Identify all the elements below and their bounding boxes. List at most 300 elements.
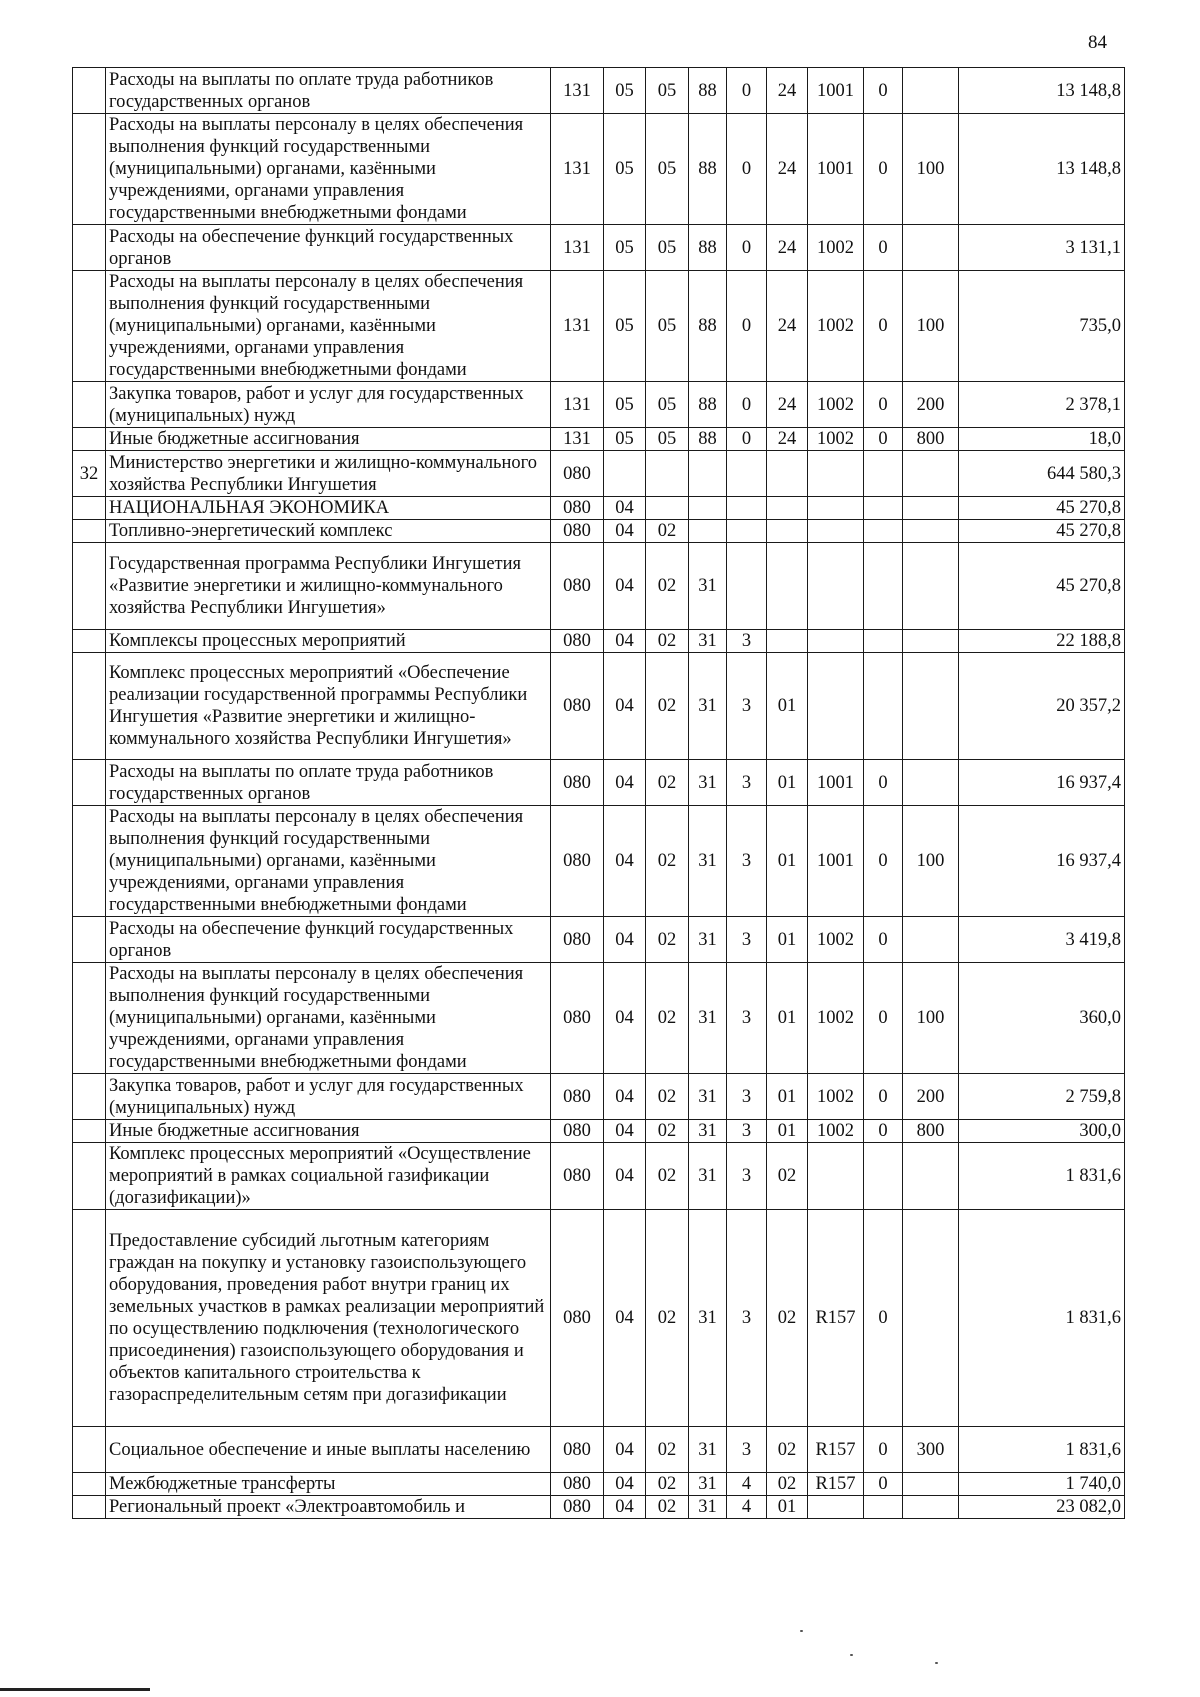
table-row xyxy=(73,1143,1125,1210)
classification-code xyxy=(903,451,959,497)
classification-code xyxy=(903,225,959,271)
classification-code: 24 xyxy=(767,225,808,271)
classification-code: 02 xyxy=(646,963,689,1074)
classification-code: 080 xyxy=(551,1427,604,1473)
amount: 735,0 xyxy=(959,271,1125,382)
classification-code: 01 xyxy=(767,1496,808,1519)
classification-code: 080 xyxy=(551,806,604,917)
classification-code xyxy=(767,451,808,497)
classification-code xyxy=(689,520,727,543)
classification-code: 01 xyxy=(767,806,808,917)
table-row xyxy=(73,271,1125,382)
classification-code: 3 xyxy=(727,806,767,917)
classification-code: 131 xyxy=(551,271,604,382)
classification-code: 05 xyxy=(604,271,646,382)
classification-code: 0 xyxy=(864,225,903,271)
classification-code: 02 xyxy=(646,1427,689,1473)
classification-code: 3 xyxy=(727,1074,767,1120)
classification-code: 01 xyxy=(767,1120,808,1143)
table-row xyxy=(73,497,1125,520)
classification-code: 3 xyxy=(727,1210,767,1427)
classification-code xyxy=(903,1473,959,1496)
amount: 16 937,4 xyxy=(959,760,1125,806)
classification-code: 04 xyxy=(604,1143,646,1210)
expense-name: Межбюджетные трансферты xyxy=(106,1473,551,1496)
classification-code: 3 xyxy=(727,1120,767,1143)
classification-code: 080 xyxy=(551,1496,604,1519)
classification-code: 24 xyxy=(767,271,808,382)
classification-code xyxy=(767,520,808,543)
expense-name: Закупка товаров, работ и услуг для государственных (муниципальных) нужд xyxy=(106,1074,551,1120)
classification-code: 04 xyxy=(604,760,646,806)
row-number xyxy=(73,1143,106,1210)
expense-name: Расходы на выплаты по оплате труда работников государственных органов xyxy=(106,760,551,806)
amount: 45 270,8 xyxy=(959,497,1125,520)
classification-code xyxy=(767,543,808,630)
classification-code: 88 xyxy=(689,225,727,271)
classification-code: 0 xyxy=(864,760,903,806)
table-row xyxy=(73,630,1125,653)
classification-code: 080 xyxy=(551,630,604,653)
classification-code: 0 xyxy=(727,271,767,382)
classification-code: 0 xyxy=(864,963,903,1074)
amount: 3 419,8 xyxy=(959,917,1125,963)
amount: 22 188,8 xyxy=(959,630,1125,653)
classification-code: 04 xyxy=(604,653,646,760)
classification-code: 31 xyxy=(689,1473,727,1496)
table-row xyxy=(73,451,1125,497)
classification-code: 02 xyxy=(646,543,689,630)
classification-code xyxy=(903,917,959,963)
table-row xyxy=(73,653,1125,760)
classification-code xyxy=(864,543,903,630)
classification-code: 02 xyxy=(646,806,689,917)
classification-code: 24 xyxy=(767,114,808,225)
classification-code: 0 xyxy=(864,917,903,963)
classification-code xyxy=(808,543,864,630)
classification-code xyxy=(903,1496,959,1519)
classification-code: 02 xyxy=(646,1473,689,1496)
row-number xyxy=(73,806,106,917)
classification-code: 88 xyxy=(689,382,727,428)
table-row xyxy=(73,520,1125,543)
expense-name: Комплексы процессных мероприятий xyxy=(106,630,551,653)
classification-code: 04 xyxy=(604,1473,646,1496)
classification-code: 02 xyxy=(646,1210,689,1427)
classification-code: 04 xyxy=(604,1496,646,1519)
classification-code: 02 xyxy=(767,1210,808,1427)
classification-code: 080 xyxy=(551,760,604,806)
classification-code: 02 xyxy=(767,1427,808,1473)
classification-code: 0 xyxy=(864,1210,903,1427)
classification-code: 05 xyxy=(646,271,689,382)
classification-code: 31 xyxy=(689,1210,727,1427)
classification-code: 24 xyxy=(767,428,808,451)
classification-code: 200 xyxy=(903,1074,959,1120)
expense-name: Социальное обеспечение и иные выплаты населению xyxy=(106,1427,551,1473)
classification-code: 3 xyxy=(727,653,767,760)
row-number xyxy=(73,382,106,428)
classification-code: 04 xyxy=(604,630,646,653)
classification-code: 100 xyxy=(903,114,959,225)
classification-code xyxy=(808,1143,864,1210)
classification-code: 080 xyxy=(551,1074,604,1120)
classification-code xyxy=(727,497,767,520)
classification-code: 800 xyxy=(903,428,959,451)
row-number xyxy=(73,1120,106,1143)
expense-name: Расходы на выплаты персоналу в целях обеспечения выполнения функций государственными (муниципальными) органами, казёнными учреждениями, органами управления государственными внебюджетными фондами xyxy=(106,806,551,917)
classification-code xyxy=(808,1496,864,1519)
classification-code: 4 xyxy=(727,1496,767,1519)
amount: 300,0 xyxy=(959,1120,1125,1143)
classification-code: 131 xyxy=(551,382,604,428)
classification-code: 04 xyxy=(604,497,646,520)
classification-code xyxy=(903,543,959,630)
classification-code: 02 xyxy=(646,630,689,653)
amount: 23 082,0 xyxy=(959,1496,1125,1519)
classification-code xyxy=(727,543,767,630)
row-number xyxy=(73,1427,106,1473)
classification-code: 04 xyxy=(604,1120,646,1143)
classification-code xyxy=(689,497,727,520)
row-number: 32 xyxy=(73,451,106,497)
classification-code xyxy=(864,1496,903,1519)
classification-code: 31 xyxy=(689,630,727,653)
table-row xyxy=(73,68,1125,114)
amount: 1 831,6 xyxy=(959,1427,1125,1473)
classification-code: 31 xyxy=(689,1074,727,1120)
amount: 45 270,8 xyxy=(959,543,1125,630)
classification-code: 080 xyxy=(551,520,604,543)
expense-name: Иные бюджетные ассигнования xyxy=(106,1120,551,1143)
expense-name: Государственная программа Республики Ингушетия «Развитие энергетики и жилищно-коммунального хозяйства Республики Ингушетия» xyxy=(106,543,551,630)
classification-code: 3 xyxy=(727,1143,767,1210)
classification-code: 100 xyxy=(903,963,959,1074)
classification-code: 100 xyxy=(903,271,959,382)
classification-code xyxy=(808,520,864,543)
row-number xyxy=(73,760,106,806)
table-row xyxy=(73,806,1125,917)
expense-name: Расходы на выплаты персоналу в целях обеспечения выполнения функций государственными (муниципальными) органами, казёнными учреждениями, органами управления государственными внебюджетными фондами xyxy=(106,271,551,382)
row-number xyxy=(73,520,106,543)
classification-code: 080 xyxy=(551,1473,604,1496)
classification-code: 88 xyxy=(689,428,727,451)
classification-code: R157 xyxy=(808,1473,864,1496)
classification-code: 05 xyxy=(646,382,689,428)
classification-code: 02 xyxy=(767,1143,808,1210)
row-number xyxy=(73,428,106,451)
row-number xyxy=(73,1496,106,1519)
classification-code xyxy=(727,520,767,543)
classification-code: 3 xyxy=(727,917,767,963)
row-number xyxy=(73,497,106,520)
table-row xyxy=(73,1210,1125,1427)
table-row xyxy=(73,1473,1125,1496)
classification-code: 1002 xyxy=(808,428,864,451)
scan-speck xyxy=(850,1654,853,1656)
table-row xyxy=(73,428,1125,451)
classification-code: 1001 xyxy=(808,806,864,917)
page-edge-mark xyxy=(0,1688,150,1691)
expense-name: Закупка товаров, работ и услуг для государственных (муниципальных) нужд xyxy=(106,382,551,428)
classification-code: 1001 xyxy=(808,68,864,114)
classification-code: 0 xyxy=(727,382,767,428)
classification-code: 0 xyxy=(727,114,767,225)
amount: 16 937,4 xyxy=(959,806,1125,917)
row-number xyxy=(73,1210,106,1427)
classification-code: 131 xyxy=(551,428,604,451)
classification-code: 080 xyxy=(551,451,604,497)
classification-code: 1002 xyxy=(808,963,864,1074)
table-row xyxy=(73,1074,1125,1120)
row-number xyxy=(73,630,106,653)
classification-code: 0 xyxy=(864,382,903,428)
classification-code xyxy=(689,451,727,497)
classification-code: 04 xyxy=(604,917,646,963)
classification-code: 31 xyxy=(689,1496,727,1519)
classification-code: 080 xyxy=(551,1143,604,1210)
classification-code: 04 xyxy=(604,806,646,917)
classification-code: 31 xyxy=(689,760,727,806)
classification-code: 3 xyxy=(727,1427,767,1473)
classification-code: 080 xyxy=(551,497,604,520)
expense-name: Министерство энергетики и жилищно-коммунального хозяйства Республики Ингушетия xyxy=(106,451,551,497)
classification-code: 31 xyxy=(689,1120,727,1143)
classification-code xyxy=(903,760,959,806)
classification-code: 04 xyxy=(604,543,646,630)
expense-name: НАЦИОНАЛЬНАЯ ЭКОНОМИКА xyxy=(106,497,551,520)
classification-code: 0 xyxy=(864,68,903,114)
classification-code: 05 xyxy=(604,225,646,271)
classification-code: 05 xyxy=(646,68,689,114)
amount: 1 740,0 xyxy=(959,1473,1125,1496)
classification-code: 1002 xyxy=(808,1074,864,1120)
classification-code xyxy=(864,1143,903,1210)
classification-code: 0 xyxy=(864,1427,903,1473)
classification-code: 02 xyxy=(646,1143,689,1210)
classification-code: 31 xyxy=(689,1427,727,1473)
expense-name: Предоставление субсидий льготным категориям граждан на покупку и установку газоиспользующего оборудования, проведения работ внутри границ их земельных участков в рамках реализации мероприятий по осуществлению подключения (технологического присоединения) газоиспользующего оборудования и объектов капитального строительства к газораспределительным сетям при догазификации xyxy=(106,1210,551,1427)
classification-code xyxy=(604,451,646,497)
classification-code: 31 xyxy=(689,806,727,917)
scan-speck xyxy=(935,1662,938,1664)
expense-name: Региональный проект «Электроавтомобиль и xyxy=(106,1496,551,1519)
classification-code xyxy=(808,451,864,497)
classification-code: 080 xyxy=(551,543,604,630)
row-number xyxy=(73,1473,106,1496)
classification-code: 02 xyxy=(646,520,689,543)
table-row xyxy=(73,114,1125,225)
classification-code: 04 xyxy=(604,520,646,543)
expense-name: Расходы на обеспечение функций государственных органов xyxy=(106,917,551,963)
classification-code: 05 xyxy=(604,114,646,225)
amount: 13 148,8 xyxy=(959,114,1125,225)
amount: 18,0 xyxy=(959,428,1125,451)
classification-code: 01 xyxy=(767,917,808,963)
table-row xyxy=(73,543,1125,630)
classification-code: 01 xyxy=(767,963,808,1074)
expense-name: Расходы на выплаты по оплате труда работников государственных органов xyxy=(106,68,551,114)
classification-code: 02 xyxy=(646,917,689,963)
row-number xyxy=(73,225,106,271)
classification-code xyxy=(864,653,903,760)
classification-code: 0 xyxy=(727,225,767,271)
classification-code: 080 xyxy=(551,917,604,963)
classification-code: 02 xyxy=(646,653,689,760)
amount: 360,0 xyxy=(959,963,1125,1074)
amount: 3 131,1 xyxy=(959,225,1125,271)
classification-code: 04 xyxy=(604,963,646,1074)
row-number xyxy=(73,653,106,760)
amount: 2 378,1 xyxy=(959,382,1125,428)
classification-code: 05 xyxy=(646,225,689,271)
row-number xyxy=(73,114,106,225)
classification-code: 131 xyxy=(551,68,604,114)
table-row xyxy=(73,1496,1125,1519)
classification-code: R157 xyxy=(808,1210,864,1427)
classification-code: 4 xyxy=(727,1473,767,1496)
classification-code: 0 xyxy=(727,428,767,451)
classification-code: 04 xyxy=(604,1074,646,1120)
classification-code: 05 xyxy=(604,68,646,114)
classification-code xyxy=(864,497,903,520)
classification-code xyxy=(903,497,959,520)
classification-code: 080 xyxy=(551,1120,604,1143)
expense-name: Комплекс процессных мероприятий «Обеспечение реализации государственной программы Республики Ингушетия «Развитие энергетики и жилищно-коммунального хозяйства Республики Ингушетия» xyxy=(106,653,551,760)
classification-code: 02 xyxy=(767,1473,808,1496)
classification-code: 05 xyxy=(604,428,646,451)
classification-code: 88 xyxy=(689,271,727,382)
classification-code: 01 xyxy=(767,1074,808,1120)
table-row xyxy=(73,1427,1125,1473)
classification-code: 31 xyxy=(689,963,727,1074)
classification-code: 800 xyxy=(903,1120,959,1143)
classification-code: 1002 xyxy=(808,225,864,271)
amount: 45 270,8 xyxy=(959,520,1125,543)
classification-code: 88 xyxy=(689,68,727,114)
classification-code xyxy=(646,451,689,497)
classification-code: 02 xyxy=(646,1074,689,1120)
table-row xyxy=(73,760,1125,806)
classification-code: 05 xyxy=(646,114,689,225)
classification-code: 200 xyxy=(903,382,959,428)
row-number xyxy=(73,917,106,963)
classification-code: 300 xyxy=(903,1427,959,1473)
classification-code: 31 xyxy=(689,543,727,630)
row-number xyxy=(73,963,106,1074)
amount: 20 357,2 xyxy=(959,653,1125,760)
classification-code xyxy=(808,630,864,653)
amount: 2 759,8 xyxy=(959,1074,1125,1120)
row-number xyxy=(73,271,106,382)
classification-code: 131 xyxy=(551,225,604,271)
classification-code: 1002 xyxy=(808,917,864,963)
classification-code: 0 xyxy=(727,68,767,114)
classification-code: 3 xyxy=(727,963,767,1074)
amount: 1 831,6 xyxy=(959,1210,1125,1427)
classification-code: 080 xyxy=(551,963,604,1074)
page-number: 84 xyxy=(1088,32,1107,53)
classification-code xyxy=(767,497,808,520)
classification-code xyxy=(808,653,864,760)
classification-code: 3 xyxy=(727,760,767,806)
classification-code: 01 xyxy=(767,653,808,760)
table-row xyxy=(73,917,1125,963)
classification-code: 02 xyxy=(646,1496,689,1519)
classification-code: 05 xyxy=(646,428,689,451)
expense-name: Иные бюджетные ассигнования xyxy=(106,428,551,451)
classification-code: 0 xyxy=(864,1120,903,1143)
expense-name: Топливно-энергетический комплекс xyxy=(106,520,551,543)
classification-code: 01 xyxy=(767,760,808,806)
classification-code xyxy=(646,497,689,520)
classification-code: 100 xyxy=(903,806,959,917)
classification-code: 0 xyxy=(864,114,903,225)
classification-code: 3 xyxy=(727,630,767,653)
classification-code xyxy=(903,630,959,653)
classification-code: 05 xyxy=(604,382,646,428)
classification-code: R157 xyxy=(808,1427,864,1473)
expense-name: Расходы на обеспечение функций государственных органов xyxy=(106,225,551,271)
amount: 644 580,3 xyxy=(959,451,1125,497)
classification-code: 0 xyxy=(864,1074,903,1120)
classification-code xyxy=(903,68,959,114)
classification-code: 88 xyxy=(689,114,727,225)
classification-code xyxy=(727,451,767,497)
classification-code: 31 xyxy=(689,917,727,963)
classification-code xyxy=(903,1210,959,1427)
classification-code xyxy=(864,451,903,497)
classification-code: 0 xyxy=(864,271,903,382)
amount: 13 148,8 xyxy=(959,68,1125,114)
row-number xyxy=(73,1074,106,1120)
table-row xyxy=(73,963,1125,1074)
classification-code xyxy=(903,520,959,543)
table-row xyxy=(73,382,1125,428)
classification-code: 0 xyxy=(864,1473,903,1496)
classification-code: 1002 xyxy=(808,271,864,382)
classification-code: 31 xyxy=(689,1143,727,1210)
classification-code: 080 xyxy=(551,653,604,760)
classification-code: 1001 xyxy=(808,114,864,225)
classification-code: 31 xyxy=(689,653,727,760)
classification-code: 02 xyxy=(646,1120,689,1143)
classification-code: 24 xyxy=(767,382,808,428)
classification-code: 080 xyxy=(551,1210,604,1427)
classification-code xyxy=(808,497,864,520)
classification-code xyxy=(903,1143,959,1210)
classification-code: 02 xyxy=(646,760,689,806)
expense-name: Расходы на выплаты персоналу в целях обеспечения выполнения функций государственными (муниципальными) органами, казёнными учреждениями, органами управления государственными внебюджетными фондами xyxy=(106,963,551,1074)
classification-code: 1002 xyxy=(808,382,864,428)
classification-code xyxy=(864,630,903,653)
classification-code: 131 xyxy=(551,114,604,225)
classification-code: 04 xyxy=(604,1210,646,1427)
budget-table xyxy=(72,67,1125,1519)
classification-code: 24 xyxy=(767,68,808,114)
classification-code xyxy=(903,653,959,760)
classification-code xyxy=(864,520,903,543)
row-number xyxy=(73,68,106,114)
expense-name: Комплекс процессных мероприятий «Осуществление мероприятий в рамках социальной газификации (догазификации)» xyxy=(106,1143,551,1210)
scan-speck xyxy=(800,1630,803,1632)
classification-code: 04 xyxy=(604,1427,646,1473)
classification-code: 0 xyxy=(864,428,903,451)
expense-name: Расходы на выплаты персоналу в целях обеспечения выполнения функций государственными (муниципальными) органами, казёнными учреждениями, органами управления государственными внебюджетными фондами xyxy=(106,114,551,225)
table-row xyxy=(73,225,1125,271)
classification-code: 0 xyxy=(864,806,903,917)
classification-code: 1001 xyxy=(808,760,864,806)
